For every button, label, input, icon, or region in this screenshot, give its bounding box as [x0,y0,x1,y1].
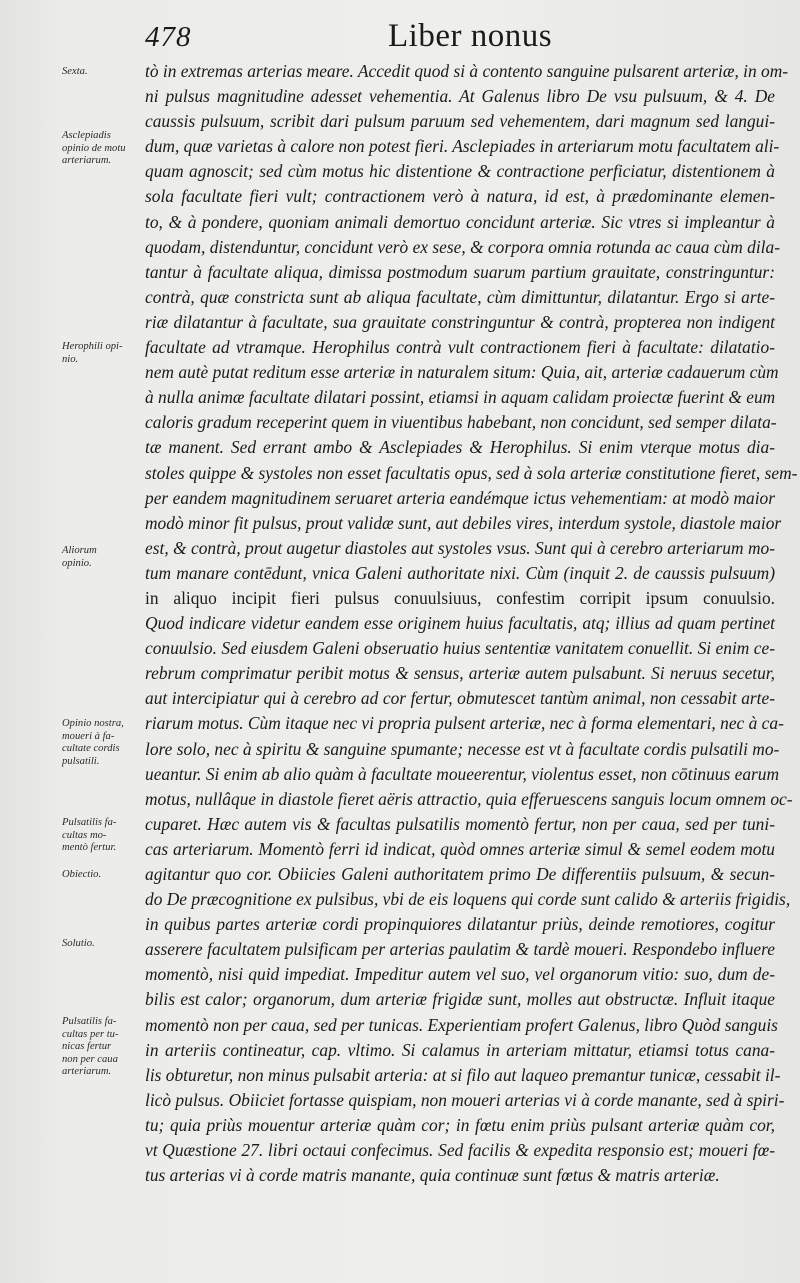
text-line: in quibus partes arteriæ cordi propinquiores dilatantur priùs, deinde remotiores, cogitur [145,914,775,935]
text-line: ni pulsus magnitudine adesset vehementia. At Galenus libro De vsu pulsuum, & 4. De [145,86,775,107]
margin-note-obiectio [62,869,146,882]
margin-note-asclepiadis [62,130,146,168]
text-line: agitantur quo cor. Obiicies Galeni authoritatem primo De differentiis pulsuum, & secun- [145,864,775,884]
text-line: momentò non per caua, sed per tunicas. Experientiam profert Galenus, libro Quòd sanguis [145,1014,778,1035]
margin-note-solutio [62,938,146,951]
margin-note-line: Obiectio. [62,869,102,880]
margin-note-line: cultas mo- [62,829,107,841]
text-line: momentò, nisi quid impediat. Impeditur autem vel suo, vel organorum vitio: suo, dum de- [145,964,775,985]
margin-note-line: opinio. [62,557,92,569]
text-line: ueantur. Si enim ab alio quàm à facultate moueerentur, violentus esset, non cōtinuus earum [145,763,780,784]
margin-note-line: Pulsatilis fa- [62,817,117,828]
margin-note-line: Pulsatilis fa- [62,1016,117,1027]
margin-note-line: arteriarum. [62,1066,112,1078]
text-line: riæ dilatantur à facultate, sua grauitate constringuntur & contrà, propterea non indigent [145,311,775,332]
main-text-block [145,59,798,1188]
text-line: est, & contrà, prout augetur diastoles aut systoles vsus. Sunt qui à cerebro arteriarum mo- [145,537,775,558]
margin-note-pulsatilis-tunicas [62,1016,146,1079]
text-line: vt Quæstione 27. libri octaui confecimus. Sed facilis & expedita responsio est; moueri fœ- [145,1140,775,1161]
text-line: tæ manent. Sed errant ambo & Asclepiades & Herophilus. Si enim vterque motus dia- [145,437,775,458]
margin-note-opinio-nostra [62,718,146,768]
margin-note-line: Opinio nostra, [62,718,124,729]
text-line: to, & à pondere, quoniam animali demortuo concidunt arteriæ. Sic vtres si impleantur à [145,211,775,232]
text-line: in arteriis contineatur, cap. vltimo. Si calamus in arteriam mittatur, etiamsi totus cana- [145,1039,775,1060]
margin-note-sexta [62,66,146,79]
margin-note-line: Asclepiadis [62,130,111,141]
text-line: contrà, quæ constricta sunt ab aliqua facultate, cùm dimittuntur, dilatantur. Ergo si arte- [145,286,775,307]
margin-note-herophili [62,341,146,366]
text-line: facultate ad vtramque. Herophilus contrà vult contractionem fieri à facultate: dilatatio- [145,337,775,358]
margin-note-line: Herophili opi- [62,341,123,352]
text-line: modò minor fit pulsus, prout validæ sunt, aut debiles vires, interdum systole, diastole maior [145,512,782,533]
text-line: do De præcognitione ex pulsibus, vbi de eis loquens qui corde sunt calido & arteriis frigidis, [145,889,791,910]
text-line: tantur à facultate aliqua, dimissa postmodum suarum partium grauitate, constringuntur: [145,261,775,282]
text-line: tus arterias vi à corde matris manante, quia continuæ sunt fœtus & matris arteriæ. [145,1165,720,1186]
text-line: tum manare contēdunt, vnica Galeni authoritate nixi. Cùm (inquit 2. de caussis pulsuum) [145,562,775,583]
text-line: caussis pulsuum, scribit dari pulsum paruum sed vehementem, dari magnum sed langui- [145,111,775,132]
text-line: per eandem magnitudinem seruaret arteria eandémque ictus vehementiam: at modò maior [145,487,775,508]
text-line: cuparet. Hæc autem vis & facultas pulsatilis momentò fertur, non per caua, sed per tuni- [145,813,775,834]
text-line: lore solo, nec à spiritu & sanguine spumante; necesse est vt à facultate cordis pulsatili mo- [145,738,780,759]
margin-note-line: cultas per tu- [62,1028,119,1040]
text-line: licò pulsus. Obiiciet fortasse quispiam, non moueri arterias vi à corde manante, sed à spiri- [145,1089,785,1110]
margin-note-line: arteriarum. [62,155,112,167]
text-line: dum, quæ varietas à calore non potest fieri. Asclepiades in arteriarum motu facultatem ali- [145,136,780,157]
margin-note-line: Solutio. [62,938,95,949]
margin-note-line: cultate cordis [62,743,120,755]
margin-note-line: nio. [62,353,79,365]
text-line: bilis est calor; organorum, dum arteriæ frigidæ sunt, molles aut obstructæ. Influit itaque [145,989,775,1010]
margin-note-pulsatilis-momento [62,817,146,855]
text-line: nem autè putat reditum esse arteriæ in naturalem situm: Quia, ait, arteriæ cadauerum cùm [145,362,779,383]
margin-note-line: Aliorum [62,545,97,556]
text-line: motus, nullâque in diastole fieret aëris attractio, quia efferuescens sanguis locum omnem oc- [145,788,793,809]
text-line: quam agnoscit; sed cùm motus hic distentione & contractione perficiatur, distentionem à [145,161,775,182]
text-line: caloris gradum receperint quem in viuentibus habebant, non concidunt, sed semper dilata- [145,412,777,433]
text-line: sola facultate fieri vult; contractionem verò à natura, id est, à prædominante elemen- [145,186,775,207]
margin-note-line: non per caua [62,1053,118,1065]
text-line: in aliquo incipit fieri pulsus conuulsiuus, confestim corripit ipsum conuulsio. [145,587,775,608]
margin-note-aliorum [62,545,146,570]
text-line: rebrum comprimatur peribit motus & sensus, arteriæ autem pulsabunt. Si neruus secetur, [145,663,775,684]
margin-note-line: pulsatili. [62,755,100,767]
text-line: quodam, distenduntur, concidunt verò ex sese, & corpora omnia rotunda ac caua cùm dila- [145,236,780,257]
text-line: à nulla animæ facultate dilatari possint, etiamsi in aquam calidam proiectæ fuerint & eum [145,387,776,408]
margin-note-line: mentò fertur. [62,842,117,854]
text-line: tu; quia priùs mouentur arteriæ quàm cor; in fœtu enim priùs pulsant arteriæ quàm cor, [145,1114,775,1135]
text-line: riarum motus. Cùm itaque nec vi propria pulsent arteriæ, nec à forma elementari, nec à ca- [145,713,784,734]
running-head: Liber nonus [388,18,553,54]
text-line: asserere facultatem pulsificam per arterias paulatim & tardè moueri. Respondebo influere [145,939,775,960]
margin-note-line: moueri à fa- [62,730,115,742]
text-line: stoles quippe & systoles non esset facultatis opus, sed à sola arteriæ constitutione fieret, sem- [145,462,798,483]
text-line: tò in extremas arterias meare. Accedit quod si à contento sanguine pulsarent arteriæ, in om- [145,61,789,81]
page-number: 478 [145,21,192,53]
margin-note-line: nicas fertur [62,1041,112,1053]
text-line: cas arteriarum. Momentò ferri id indicat, quòd omnes arteriæ simul & semel eodem motu [145,838,775,859]
text-line: conuulsio. Sed eiusdem Galeni obseruatio huius sententiæ vanitatem conuellit. Si enim ce- [145,638,775,659]
margin-note-line: opinio de motu [62,142,126,154]
text-line: Quod indicare videtur eandem esse originem huius facultatis, atq; illius ad quam pertinet [145,613,775,634]
margin-note-line: Sexta. [62,66,88,77]
text-line: lis obturetur, non minus pulsabit arteria: at si filo aut laqueo premantur tunicæ, cessabit il- [145,1064,781,1085]
text-line: aut intercipiatur qui à cerebro ad cor fertur, obmutescet tantùm animal, non cessabit arte- [145,688,775,709]
